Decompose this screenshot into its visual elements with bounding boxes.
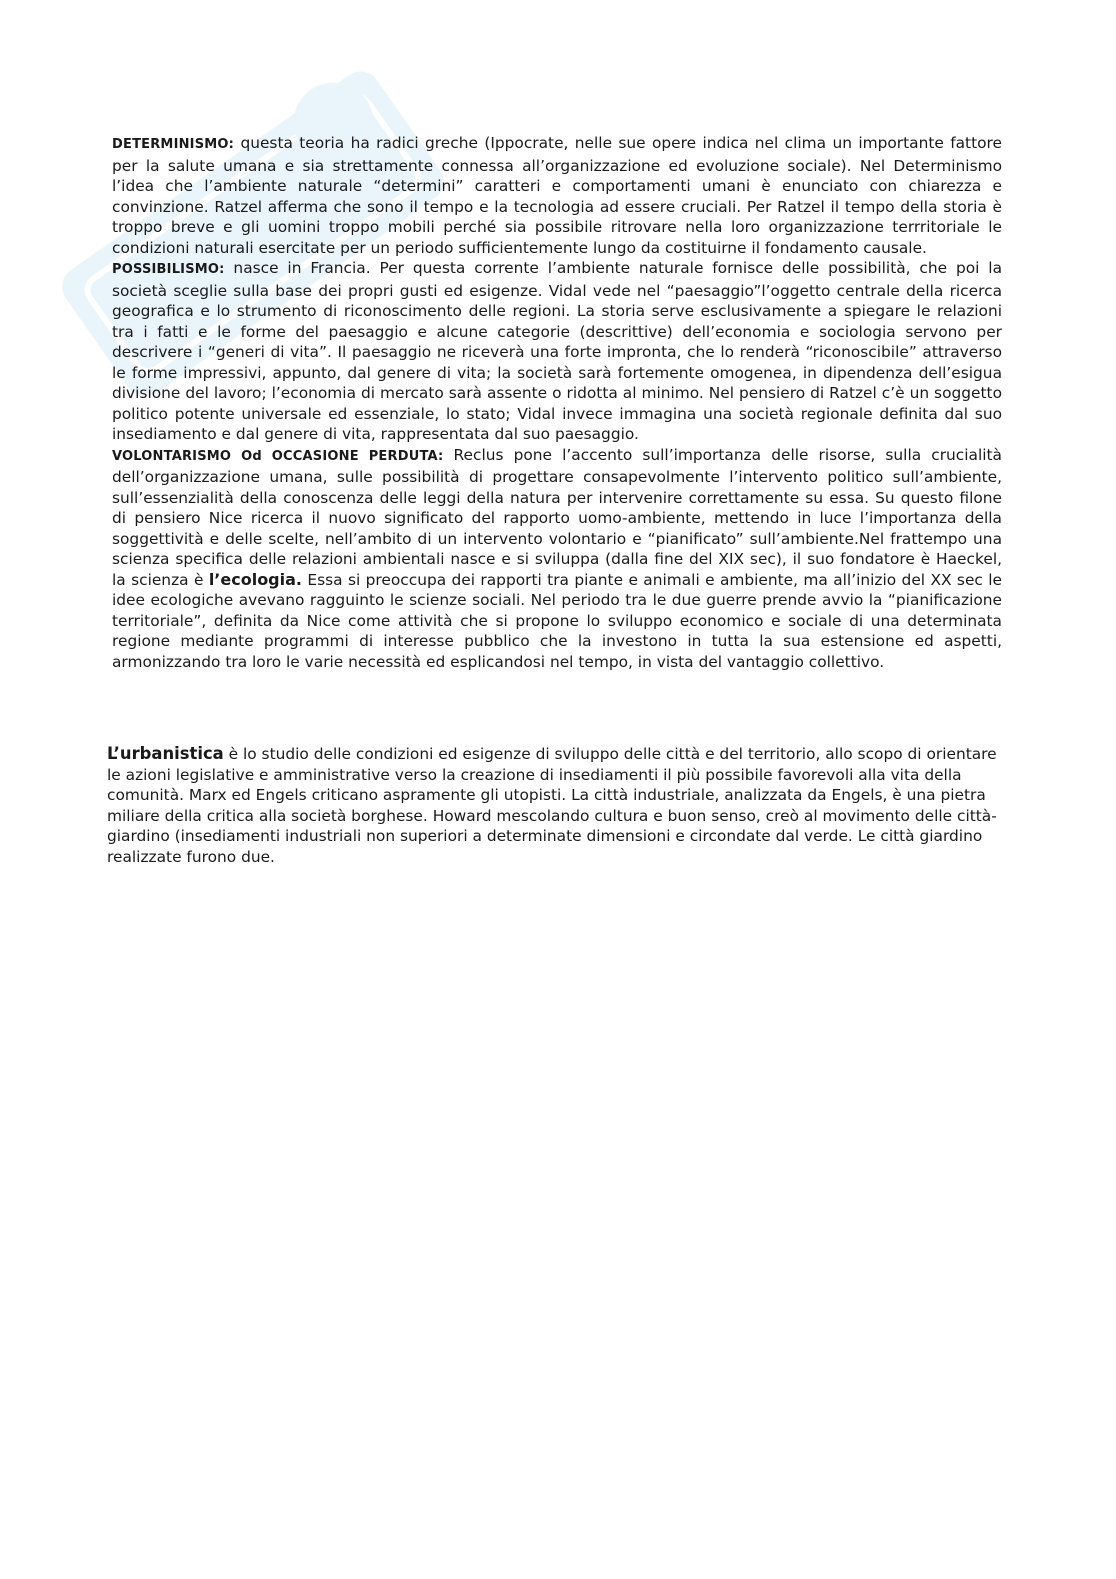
text-volontarismo-part1: Reclus pone l’accento sull’importanza delle risorse, sulla crucialità dell’organizzazione umana, sulle possibilità di progettare consapevolmente l’intervento politico sull’ambiente, sull’essenzialità della conoscenza delle leggi della natura per intervenire correttamente su essa. Su questo filone di pensiero Nice ricerca il nuovo significato del rapporto uomo-ambiente, mettendo in luce l’importanza della soggettività e delle scelte, nell’ambito di un intervento volontario e “pianificato” sull’ambiente.Nel frattempo una scienza specifica delle relazioni ambientali nasce e si sviluppa (dalla fine del XIX sec), il suo fondatore è Haeckel, la scienza è	[112, 445, 1002, 589]
term-ecologia: l’ecologia.	[208, 569, 302, 589]
text-urbanistica: è lo studio delle condizioni ed esigenze di sviluppo delle città e del territorio, allo scopo di orientare le azioni legislative e amministrative verso la creazione di insediamenti il più possibile favorevoli alla vita della comunità. Marx ed Engels criticano aspramente gli utopisti. La città industriale, analizzata da Engels, è una pietra miliare della critica alla società borghese. Howard mescolando cultura e buon senso, creò al movimento delle città-giardino (insediamenti industriali non superiori a determinate dimensioni e circondate dal verde. Le città giardino realizzate furono due.	[107, 745, 997, 866]
term-urbanistica: L’urbanistica	[107, 744, 224, 763]
text-volontarismo-part2: Essa si preoccupa dei rapporti tra piante e animali e ambiente, ma all’inizio del XX sec le idee ecologiche avevano ragguinto le scienze sociali. Nel periodo tra le due guerre prende avvio la “pianificazione territoriale”, definita da Nice come attività che si propone lo sviluppo economico e sociale di una determinata regione mediante programmi di interesse pubblico che la investono in tutta la sua estensione ed aspetti, armonizzando tra loro le varie necessità ed esplicandosi nel tempo, in vista del vantaggio collettivo.	[112, 570, 1002, 671]
urbanistica-section	[107, 744, 1007, 867]
paragraph-urbanistica	[107, 744, 1007, 867]
term-volontarismo: VOLONTARISMO Od OCCASIONE PERDUTA:	[112, 448, 444, 464]
term-possibilismo: POSSIBILISMO:	[112, 262, 225, 277]
paragraph-determinismo	[112, 133, 1002, 258]
text-possibilismo: nasce in Francia. Per questa corrente l’ambiente naturale fornisce delle possibilità, che poi la società sceglie sulla base dei propri gusti ed esigenze. Vidal vede nel “paesaggio”l’oggetto centrale della ricerca geografica e lo strumento di riconoscimento delle regioni. La storia serve esclusivamente a spiegare le relazioni tra i fatti e le forme del paesaggio e alcune categorie (descrittive) dell’economia e sociologia servono per descrivere i “generi di vita”. Il paesaggio ne riceverà una forte impronta, che lo renderà “riconoscibile” attraverso le forme impressivi, appunto, dal genere di vita; la società sarà fortemente omogenea, in dipendenza dell’esigua divisione del lavoro; l’economia di mercato sarà assente o ridotta al minimo. Nel pensiero di Ratzel c’è un soggetto politico potente universale ed essenziale, lo stato; Vidal invece immagina una società regionale definita dal suo insediamento e dal genere di vita, rappresentata dal suo paesaggio.	[112, 259, 1002, 443]
paragraph-possibilismo	[112, 258, 1002, 445]
text-determinismo: questa teoria ha radici greche (Ippocrate, nelle sue opere indica nel clima un importante fattore per la salute umana e sia strettamente connessa all’organizzazione ed evoluzione sociale). Nel Determinismo l’idea che l’ambiente naturale “determini” caratteri e comportamenti umani è enunciato con chiarezza e convinzione. Ratzel afferma che sono il tempo e la tecnologia ad essere cruciali. Per Ratzel il tempo della storia è troppo breve e gli uomini troppo mobili perché sia possibile ritrovare nella loro organizzazione terrritoriale le condizioni naturali esercitate per un periodo sufficientemente lungo da costituirne il fondamento causale.	[112, 134, 1002, 257]
document-body	[112, 133, 1002, 672]
term-determinismo: DETERMINISMO:	[112, 137, 235, 152]
paragraph-volontarismo	[112, 445, 1002, 673]
